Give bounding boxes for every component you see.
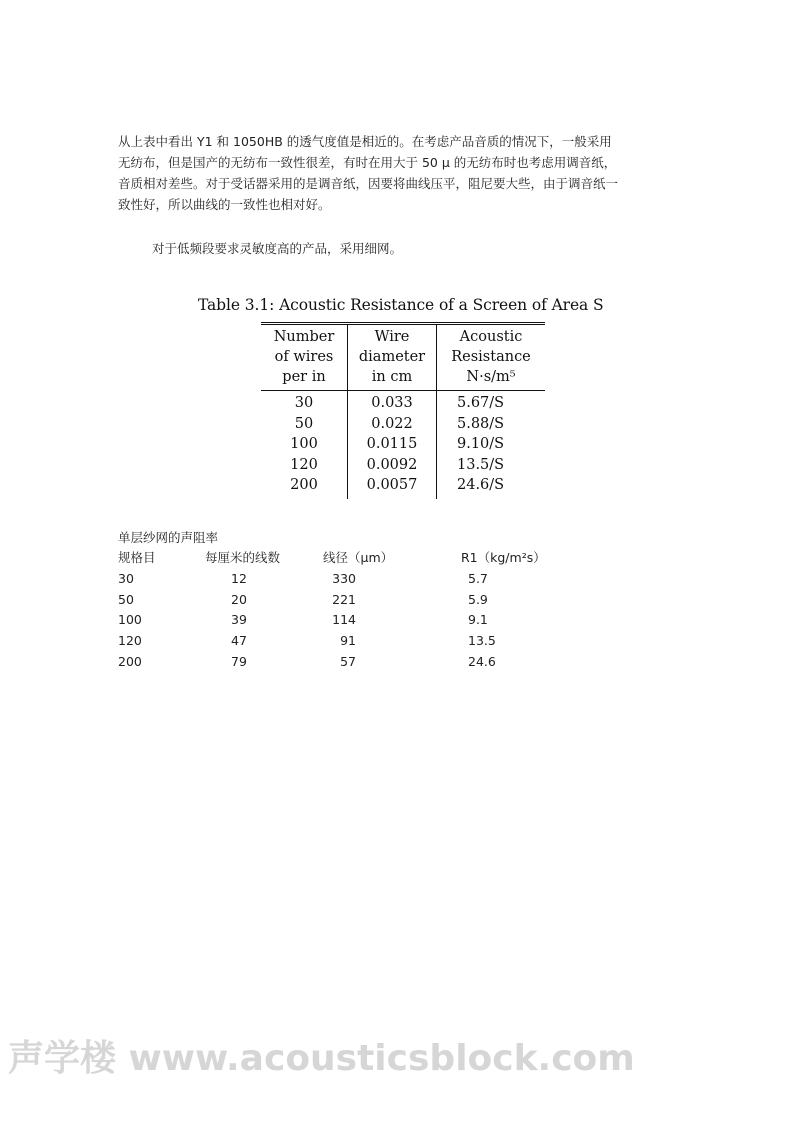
table-row <box>118 569 488 590</box>
diameter-cell: 91 <box>340 633 356 649</box>
diameter-cell: 0.033 <box>348 391 437 414</box>
table-row <box>261 391 545 414</box>
single-layer-mesh-table <box>118 527 546 673</box>
table-row <box>118 610 488 631</box>
diameter-cell: 330 <box>332 570 356 586</box>
intro-line: 从上表中看出 Y1 和 1050HB 的透气度值是相近的。在考虑产品音质的情况下，一般采用 <box>118 134 612 149</box>
header-r1: R1（kg/m²s） <box>461 550 546 565</box>
header-mesh-count: 规格目 <box>118 550 156 565</box>
r1-cell: 9.1 <box>468 612 488 628</box>
table-row <box>261 414 545 435</box>
header-wire-diameter-um: 线径（μm） <box>323 550 394 565</box>
r1-cell: 5.7 <box>468 570 488 586</box>
table-row <box>261 455 545 476</box>
diameter-cell: 114 <box>332 612 356 628</box>
header-acoustic-resistance: Acoustic Resistance N·s/m⁵ <box>451 329 531 385</box>
diameter-cell: 57 <box>340 653 356 669</box>
intro-line: 音质相对差些。对于受话器采用的是调音纸，因要将曲线压平，阻尼要大些，由于调音纸一 <box>118 176 619 191</box>
intro-line: 致性好，所以曲线的一致性也相对好。 <box>118 197 331 212</box>
fine-mesh-line: 对于低频段要求灵敏度高的产品，采用细网。 <box>152 241 403 256</box>
mesh-cell: 100 <box>118 612 142 628</box>
intro-paragraph <box>118 131 678 215</box>
intro-line: 无纺布，但是国产的无纺布一致性很差，有时在用大于 50 μ 的无纺布时也考虑用调音纸， <box>118 155 617 170</box>
wires-cell: 120 <box>261 455 348 476</box>
r1-cell: 5.9 <box>468 591 488 607</box>
wires-cell: 100 <box>261 434 348 455</box>
table-caption-label: Table 3.1: <box>198 296 275 314</box>
fine-mesh-paragraph <box>152 238 712 259</box>
diameter-cell: 0.0057 <box>348 475 437 499</box>
r1-cell: 24.6 <box>468 653 496 669</box>
lines-cell: 20 <box>231 591 247 607</box>
wires-cell: 30 <box>261 391 348 414</box>
mesh-table-title: 单层纱网的声阻率 <box>118 530 219 545</box>
header-wires-per-in: Number of wires per in <box>261 324 348 391</box>
table-header-row <box>261 324 545 391</box>
mesh-cell: 200 <box>118 653 142 669</box>
mesh-table-header-row <box>118 548 546 569</box>
table-row <box>118 590 488 611</box>
resistance-cell: 5.88/S <box>457 415 505 432</box>
diameter-cell: 0.0092 <box>348 455 437 476</box>
resistance-cell: 13.5/S <box>457 456 505 473</box>
mesh-cell: 50 <box>118 591 134 607</box>
lines-cell: 79 <box>231 653 247 669</box>
table-row <box>261 475 545 499</box>
lines-cell: 47 <box>231 633 247 649</box>
resistance-cell: 5.67/S <box>457 395 505 411</box>
table-row <box>118 631 496 652</box>
resistance-cell: 24.6/S <box>457 477 505 493</box>
table-caption-text: Acoustic Resistance of a Screen of Area S <box>279 296 604 314</box>
lines-cell: 39 <box>231 612 247 628</box>
table-row <box>118 652 496 673</box>
acoustic-resistance-table-figure <box>198 296 618 493</box>
site-watermark: 声学楼 www.acousticsblock.com <box>8 1038 635 1079</box>
table-caption <box>198 296 618 314</box>
mesh-cell: 120 <box>118 633 142 649</box>
header-lines-per-cm: 每厘米的线数 <box>205 550 281 565</box>
acoustic-resistance-table <box>261 322 545 499</box>
lines-cell: 12 <box>231 570 247 586</box>
diameter-cell: 0.0115 <box>348 434 437 455</box>
diameter-cell: 0.022 <box>348 414 437 435</box>
mesh-cell: 30 <box>118 570 134 586</box>
wires-cell: 50 <box>261 414 348 435</box>
diameter-cell: 221 <box>332 591 356 607</box>
r1-cell: 13.5 <box>468 633 496 649</box>
wires-cell: 200 <box>261 475 348 499</box>
table-row <box>261 434 545 455</box>
header-wire-diameter: Wire diameter in cm <box>348 324 437 391</box>
resistance-cell: 9.10/S <box>457 436 505 452</box>
